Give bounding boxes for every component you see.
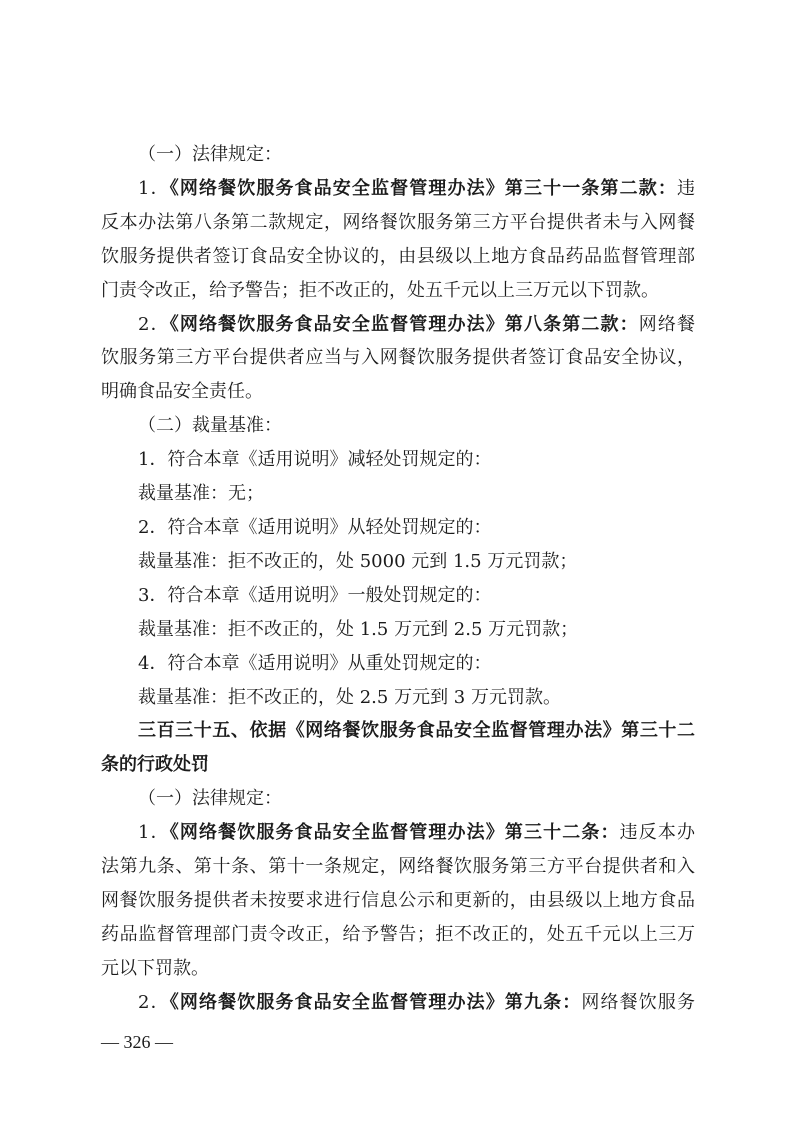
paragraph-line xyxy=(101,172,695,206)
body-text xyxy=(101,138,695,1020)
section-heading xyxy=(101,714,695,748)
paragraph-line xyxy=(101,274,695,308)
page-number: — 326 — xyxy=(101,1032,173,1052)
line-text: 明确食品安全责任。 xyxy=(101,381,263,403)
line-text: 网络餐饮服务 xyxy=(581,991,695,1013)
standard-value xyxy=(101,613,695,647)
standard-item xyxy=(101,511,695,545)
line-text: （二）裁量基准： xyxy=(138,415,282,437)
line-text: 1．符合本章《适用说明》减轻处罚规定的： xyxy=(138,449,492,471)
section-heading-text: 三百三十五、依据《网络餐饮服务食品安全监督管理办法》第三十二 xyxy=(138,720,695,742)
line-text: 4．符合本章《适用说明》从重处罚规定的： xyxy=(138,652,492,674)
line-text: 网络餐 xyxy=(638,313,695,335)
paragraph-line xyxy=(101,952,695,986)
law-citation: 《网络餐饮服务食品安全监督管理办法》第九条： xyxy=(169,991,582,1013)
line-text: 网餐饮服务提供者未按要求进行信息公示和更新的，由县级以上地方食品 xyxy=(101,889,695,911)
subheading-legal-provisions xyxy=(101,138,695,172)
subheading-discretion-standard xyxy=(101,409,695,443)
paragraph-line xyxy=(101,206,695,240)
paragraph-line xyxy=(101,986,695,1020)
paragraph-line xyxy=(101,375,695,409)
line-text: 违反本办 xyxy=(619,822,695,844)
item-number: 1． xyxy=(138,822,170,844)
line-text: 裁量基准：拒不改正的，处 5000 元到 1.5 万元罚款； xyxy=(138,550,578,572)
line-text: 反本办法第八条第二款规定，网络餐饮服务第三方平台提供者未与入网餐 xyxy=(101,211,695,233)
standard-value xyxy=(101,545,695,579)
section-heading xyxy=(101,748,695,782)
standard-value xyxy=(101,681,695,715)
paragraph-line xyxy=(101,240,695,274)
line-text: 元以下罚款。 xyxy=(101,957,209,979)
line-text: 裁量基准：无； xyxy=(138,483,264,505)
standard-item xyxy=(101,579,695,613)
line-text: 法第九条、第十条、第十一条规定，网络餐饮服务第三方平台提供者和入 xyxy=(101,856,695,878)
standard-value xyxy=(101,477,695,511)
subheading-legal-provisions xyxy=(101,782,695,816)
paragraph-line xyxy=(101,850,695,884)
line-text: 药品监督管理部门责令改正，给予警告；拒不改正的，处五千元以上三万 xyxy=(101,923,695,945)
line-text: 饮服务第三方平台提供者应当与入网餐饮服务提供者签订食品安全协议， xyxy=(101,347,695,369)
item-number: 2． xyxy=(138,313,170,335)
section-heading-text: 条的行政处罚 xyxy=(101,754,209,776)
paragraph-line xyxy=(101,816,695,850)
line-text: 裁量基准：拒不改正的，处 2.5 万元到 3 万元罚款。 xyxy=(138,686,561,708)
item-number: 1． xyxy=(138,177,170,199)
law-citation: 《网络餐饮服务食品安全监督管理办法》第八条第二款： xyxy=(169,313,639,335)
line-text: 裁量基准：拒不改正的，处 1.5 万元到 2.5 万元罚款； xyxy=(138,618,579,640)
line-text: 违 xyxy=(677,177,695,199)
item-number: 2． xyxy=(138,991,170,1013)
line-text: 3．符合本章《适用说明》一般处罚规定的： xyxy=(138,584,492,606)
line-text: 门责令改正，给予警告；拒不改正的，处五千元以上三万元以下罚款。 xyxy=(101,279,659,301)
paragraph-line xyxy=(101,341,695,375)
standard-item xyxy=(101,443,695,477)
law-citation: 《网络餐饮服务食品安全监督管理办法》第三十二条： xyxy=(169,822,620,844)
line-text: （一）法律规定： xyxy=(138,788,282,810)
paragraph-line xyxy=(101,884,695,918)
line-text: 饮服务提供者签订食品安全协议的，由县级以上地方食品药品监督管理部 xyxy=(101,245,695,267)
line-text: 2．符合本章《适用说明》从轻处罚规定的： xyxy=(138,516,492,538)
law-citation: 《网络餐饮服务食品安全监督管理办法》第三十一条第二款： xyxy=(169,177,678,199)
standard-item xyxy=(101,647,695,681)
paragraph-line xyxy=(101,918,695,952)
paragraph-line xyxy=(101,308,695,342)
line-text: （一）法律规定： xyxy=(138,144,282,165)
